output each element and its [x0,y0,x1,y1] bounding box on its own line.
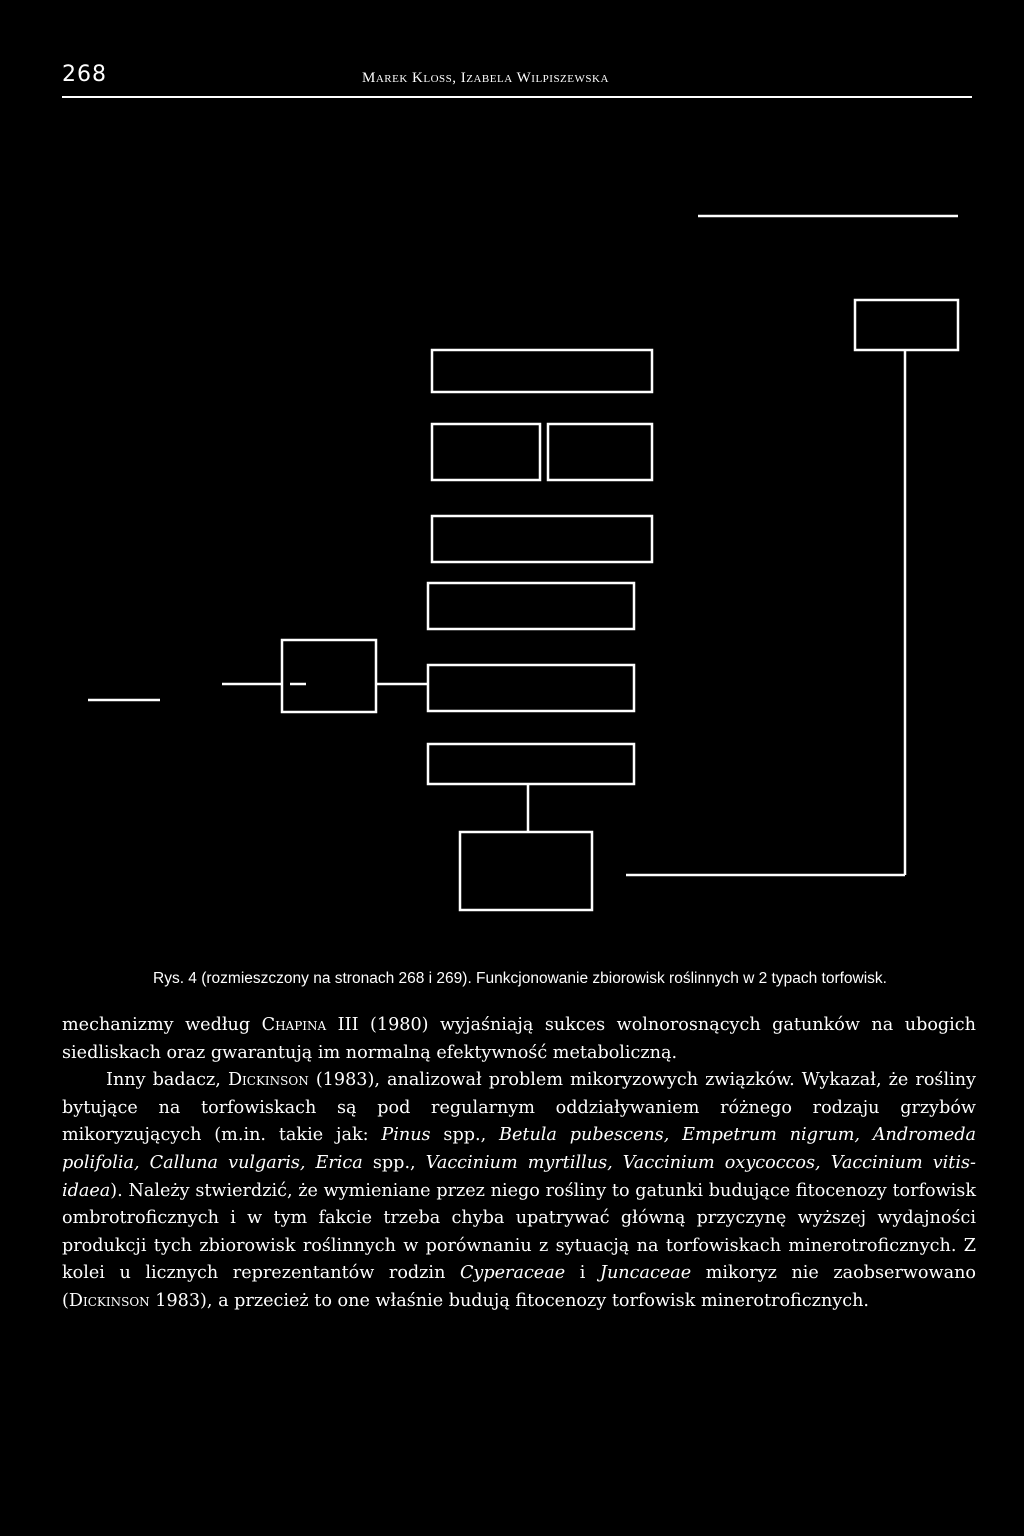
page-number: 268 [62,62,107,87]
paragraph-2-text-b: (1983), analizował problem mikoryzowych związków. Wykazał, że rośliny bytujące na torfowiskach są pod regularnym oddziaływaniem różnego rodzaju grzybów mikoryzujących (m.in. takie jak: [62,1070,976,1146]
body-text [62,1012,976,1316]
diagram-box-5 [428,665,634,711]
paragraph-1-text: mechanizmy według [62,1015,262,1035]
species-list-2: Vaccinium myrtillus, Vaccinium oxycoccos, Vaccinium vitis-idaea [62,1152,976,1201]
citation-chapin: Chapina [261,1015,327,1035]
diagram-box-2a [432,424,540,480]
diagram-box-6 [428,744,634,784]
diagram-box-2b [548,424,652,480]
figure-caption: Rys. 4 (rozmieszczony na stronach 268 i 269). Funkcjonowanie zbiorowisk roślinnych w 2 typach torfowisk. [153,970,887,987]
family-cyperaceae: Cyperaceae [459,1263,566,1284]
citation-dickinson-2: Dickinson [68,1290,150,1311]
paragraph-2-text-h: 1983), a przecież to one właśnie budują fitocenozy torfowisk minerotroficznych. [149,1290,869,1311]
species-list-1: Betula pubescens, Empetrum nigrum, Andromeda polifolia, Calluna vulgaris, Erica [62,1125,976,1173]
citation-dickinson: Dickinson [227,1070,309,1091]
diagram-box-right [855,300,958,350]
paragraph-2-text-c: spp., [430,1125,500,1146]
diagram-box-3 [432,516,652,562]
paragraph-1-rest: III (1980) wyjaśniają sukces wolnorosnących gatunków na ubogich siedliskach oraz gwarantują im normalną efektywność metaboliczną. [62,1015,976,1063]
diagram-box-bottom [460,832,592,910]
diagram-box-left [282,640,376,712]
paragraph-2-text-g: mikoryz nie zaobserwowano ( [62,1263,976,1311]
paragraph-1 [62,1012,976,1067]
species-pinus: Pinus [381,1125,431,1146]
paragraph-2-text-f: i [565,1263,600,1284]
diagram-box-1 [432,350,652,392]
running-head-authors: Marek Kloss, Izabela Wilpiszewska [362,70,609,86]
paragraph-2 [62,1067,976,1315]
paragraph-2-text-a: Inny badacz, [106,1070,228,1091]
family-juncaceae: Juncaceae [599,1263,692,1284]
paragraph-2-text-d: spp., [362,1152,426,1173]
diagram-box-4 [428,583,634,629]
paragraph-2-text-e: ). Należy stwierdzić, że wymieniane przez niego rośliny to gatunki budujące fitocenozy torfowisk ombrotroficznych i w tym fakcie trzeba chyba upatrywać główną przyczynę wyższej wydajności produkcji tych zbiorowisk roślinnych w porównaniu z sytuacją na torfowiskach minerotroficznych. Z kolei u licznych reprezentantów rodzin [62,1180,976,1284]
